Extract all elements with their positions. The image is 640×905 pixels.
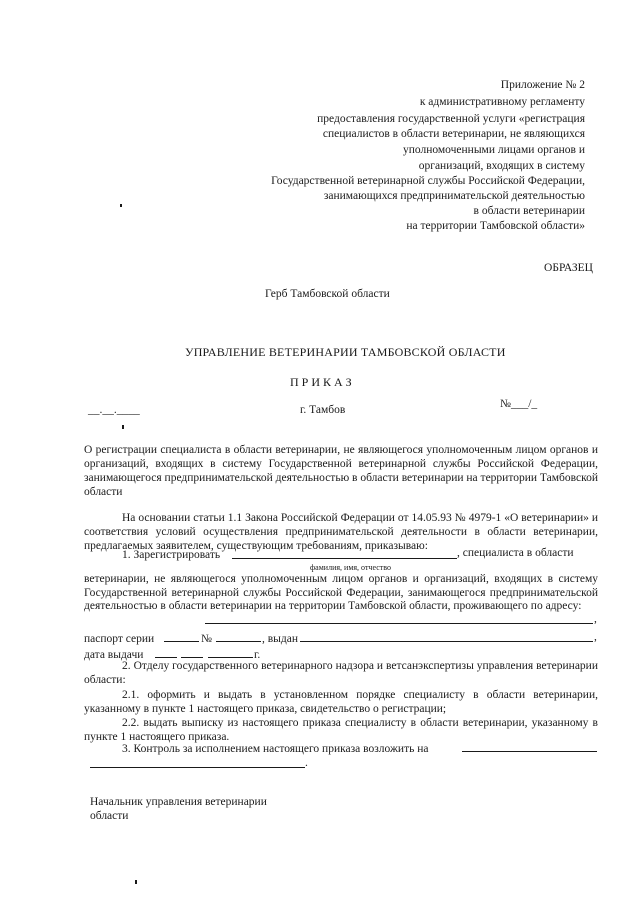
item-1-start: 1. Зарегистрировать xyxy=(122,549,221,561)
fio-hint: фамилия, имя, отчество xyxy=(310,563,391,572)
appendix-line: занимающихся предпринимательской деятельностью xyxy=(323,190,585,202)
year-suffix: г. xyxy=(254,649,261,661)
item-1-body: ветеринарии, не являющегося уполномоченным лицом органов и организаций, входящих в систему Государственной ветеринарной службы Российской Федерации, занимающегося предпринимательской деятельностью в области ветеринарии на территории Тамбовской области, проживающего по адресу: xyxy=(84,573,598,612)
order-subject: О регистрации специалиста в области ветеринарии, не являющегося уполномоченным лицом органов и организаций, входящих в систему Государственной ветеринарной службы Российской Федерации, занимающегося предпринимательской деятельностью в области ветеринарии на территории Тамбовской области xyxy=(84,444,598,498)
issued-by-line xyxy=(300,641,593,642)
city: г. Тамбов xyxy=(300,404,346,416)
issue-day-line xyxy=(155,657,177,658)
responsible-line xyxy=(462,751,597,752)
fio-line xyxy=(232,558,457,559)
sample-label: ОБРАЗЕЦ xyxy=(544,262,593,274)
comma: , xyxy=(594,613,597,625)
appendix-line: к административному регламенту xyxy=(419,96,585,108)
address-line xyxy=(205,623,593,624)
issue-year-line xyxy=(208,657,253,658)
item-2-2: 2.2. выдать выписку из настоящего приказа специалисту в области ветеринарии, указанному в пункте 1 настоящего приказа. xyxy=(84,717,598,743)
appendix-line: уполномоченными лицами органов и xyxy=(402,144,585,156)
signature-title-2: области xyxy=(90,810,129,822)
appendix-line: Государственной ветеринарной службы Российской Федерации, xyxy=(271,175,585,187)
coat-of-arms-caption: Герб Тамбовской области xyxy=(265,288,390,300)
signature-title: Начальник управления ветеринарии xyxy=(90,796,267,808)
preamble: На основании статьи 1.1 Закона Российской Федерации от 14.05.93 № 4979-1 «О ветеринарии» и соответствия условий осуществления предпринимательской деятельности в области ветеринарии, предлагаемых заявителем, существующим требованиям, приказываю: xyxy=(84,512,598,552)
date-placeholder: __.__.____ xyxy=(88,404,140,416)
passport-series-line xyxy=(164,641,199,642)
passport-number-label: № xyxy=(201,633,212,645)
appendix-line: на территории Тамбовской области» xyxy=(406,220,585,232)
item-3: 3. Контроль за исполнением настоящего приказа возложить на xyxy=(122,743,429,755)
appendix-line: специалистов в области ветеринарии, не являющихся xyxy=(322,128,585,140)
item-2: 2. Отделу государственного ветеринарного надзора и ветсанэкспертизы управления ветеринарии области: xyxy=(84,660,598,686)
item-2-1: 2.1. оформить и выдать в установленном порядке специалисту в области ветеринарии, указанному в пункте 1 настоящего приказа, свидетельство о регистрации; xyxy=(84,689,598,715)
document-type: П Р И К А З xyxy=(290,375,352,389)
scan-speck xyxy=(120,204,122,207)
issued-label: , выдан xyxy=(262,633,299,645)
order-number: №___/_ xyxy=(500,398,538,410)
appendix-line: Приложение № 2 xyxy=(500,79,585,91)
appendix-line: в области ветеринарии xyxy=(473,205,585,217)
comma: , xyxy=(594,631,597,643)
appendix-line: предоставления государственной услуги «регистрация xyxy=(317,113,585,125)
item-1-end: , специалиста в области xyxy=(457,547,574,559)
authority-title: УПРАВЛЕНИЕ ВЕТЕРИНАРИИ ТАМБОВСКОЙ ОБЛАСТИ xyxy=(185,345,506,359)
appendix-line: организаций, входящих в систему xyxy=(418,160,585,172)
responsible-line-2 xyxy=(90,767,305,768)
scan-speck xyxy=(122,425,124,429)
issue-month-line xyxy=(181,657,203,658)
scan-speck xyxy=(135,880,137,884)
passport-series-label: паспорт серии xyxy=(84,633,155,645)
passport-number-line xyxy=(216,641,261,642)
issue-date-label: дата выдачи xyxy=(84,649,144,661)
period: . xyxy=(305,757,308,769)
